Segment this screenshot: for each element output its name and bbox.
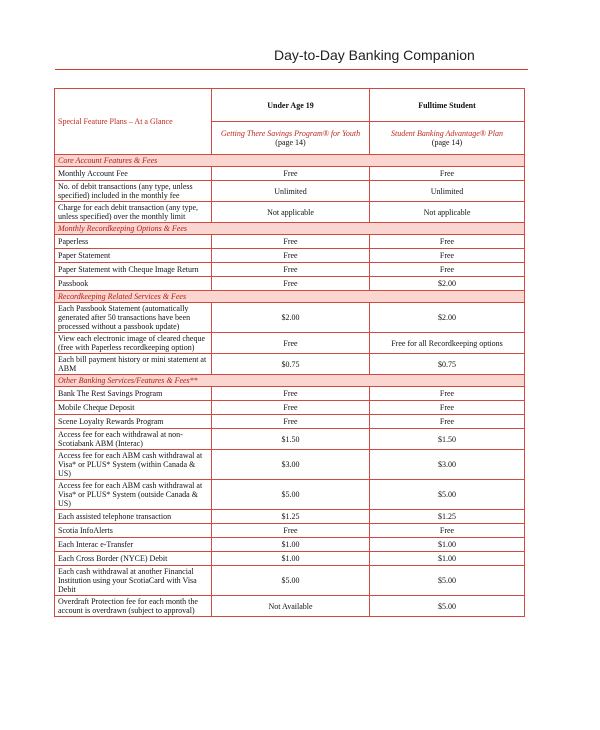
- fulltime-student-value: Free: [370, 401, 525, 415]
- fulltime-student-value: $3.00: [370, 450, 525, 480]
- under-19-value: $5.00: [212, 480, 370, 510]
- under-19-value: Free: [212, 415, 370, 429]
- fulltime-student-value: Unlimited: [370, 181, 525, 202]
- table-row: [55, 566, 525, 596]
- fulltime-student-value: $0.75: [370, 354, 525, 375]
- table-row: [55, 552, 525, 566]
- table-row: [55, 277, 525, 291]
- under-19-value: $1.25: [212, 510, 370, 524]
- under-19-value: $1.50: [212, 429, 370, 450]
- section-row: [55, 155, 525, 167]
- fulltime-student-value: Free: [370, 249, 525, 263]
- section-title: Core Account Features & Fees: [55, 155, 525, 167]
- fulltime-student-value: $1.25: [370, 510, 525, 524]
- under-19-value: $5.00: [212, 566, 370, 596]
- table-row: [55, 401, 525, 415]
- table-row: [55, 202, 525, 223]
- fulltime-student-value: $1.50: [370, 429, 525, 450]
- table-row: [55, 415, 525, 429]
- under-19-value: Not applicable: [212, 202, 370, 223]
- under-19-value: Free: [212, 277, 370, 291]
- section-row: [55, 375, 525, 387]
- fulltime-student-value: $1.00: [370, 552, 525, 566]
- under-19-value: Free: [212, 387, 370, 401]
- row-label: Each cash withdrawal at another Financial Institution using your ScotiaCard with Visa Debit: [55, 566, 212, 596]
- document-title: Day-to-Day Banking Companion: [274, 47, 475, 63]
- section-row: [55, 223, 525, 235]
- table-row: [55, 387, 525, 401]
- table-row: [55, 354, 525, 375]
- under-19-value: Free: [212, 167, 370, 181]
- row-label: View each electronic image of cleared cheque (free with Paperless recordkeeping option): [55, 333, 212, 354]
- under-19-value: $1.00: [212, 552, 370, 566]
- fulltime-student-value: Free: [370, 415, 525, 429]
- row-label: Access fee for each ABM cash withdrawal at Visa* or PLUS* System (within Canada & US): [55, 450, 212, 480]
- table-row: [55, 333, 525, 354]
- program-cell-under-19: [212, 122, 370, 155]
- table-row: [55, 181, 525, 202]
- row-label: Access fee for each withdrawal at non-Scotiabank ABM (Interac): [55, 429, 212, 450]
- row-label: Bank The Rest Savings Program: [55, 387, 212, 401]
- fulltime-student-value: Not applicable: [370, 202, 525, 223]
- fulltime-student-value: $5.00: [370, 596, 525, 617]
- column-heading-fulltime-student: Fulltime Student: [370, 89, 525, 122]
- table-row: [55, 263, 525, 277]
- row-label: Overdraft Protection fee for each month the account is overdrawn (subject to approval): [55, 596, 212, 617]
- table-row: [55, 480, 525, 510]
- table-row: [55, 524, 525, 538]
- under-19-value: Free: [212, 249, 370, 263]
- program-name-under-19: Getting There Savings Program® for Youth: [220, 129, 361, 138]
- fulltime-student-value: $2.00: [370, 303, 525, 333]
- program-cell-fulltime-student: [370, 122, 525, 155]
- row-label: Scotia InfoAlerts: [55, 524, 212, 538]
- under-19-value: Free: [212, 263, 370, 277]
- fulltime-student-value: Free: [370, 263, 525, 277]
- row-label: Monthly Account Fee: [55, 167, 212, 181]
- row-label: Scene Loyalty Rewards Program: [55, 415, 212, 429]
- table-row: [55, 235, 525, 249]
- section-title: Recordkeeping Related Services & Fees: [55, 291, 525, 303]
- document-header: [0, 0, 600, 70]
- table-row: [55, 450, 525, 480]
- row-label: No. of debit transactions (any type, unless specified) included in the monthly fee: [55, 181, 212, 202]
- row-label: Each Cross Border (NYCE) Debit: [55, 552, 212, 566]
- fee-table-body: [55, 89, 525, 617]
- program-page-fulltime-student: (page 14): [431, 138, 463, 147]
- under-19-value: Free: [212, 401, 370, 415]
- fulltime-student-value: Free: [370, 167, 525, 181]
- row-label: Paper Statement: [55, 249, 212, 263]
- under-19-value: Not Available: [212, 596, 370, 617]
- row-label: Each assisted telephone transaction: [55, 510, 212, 524]
- fulltime-student-value: Free: [370, 387, 525, 401]
- under-19-value: $0.75: [212, 354, 370, 375]
- under-19-value: Free: [212, 333, 370, 354]
- section-title: Other Banking Services/Features & Fees**: [55, 375, 525, 387]
- fulltime-student-value: Free: [370, 524, 525, 538]
- fulltime-student-value: $2.00: [370, 277, 525, 291]
- under-19-value: Free: [212, 524, 370, 538]
- column-heading-under-19: Under Age 19: [212, 89, 370, 122]
- fulltime-student-value: Free for all Recordkeeping options: [370, 333, 525, 354]
- program-name-fulltime-student: Student Banking Advantage® Plan: [391, 129, 503, 138]
- table-row: [55, 538, 525, 552]
- section-title: Monthly Recordkeeping Options & Fees: [55, 223, 525, 235]
- table-row: [55, 510, 525, 524]
- under-19-value: $3.00: [212, 450, 370, 480]
- row-label: Paperless: [55, 235, 212, 249]
- fulltime-student-value: Free: [370, 235, 525, 249]
- row-label: Each Passbook Statement (automatically generated after 50 transactions have been processed without a passbook update): [55, 303, 212, 333]
- table-row: [55, 429, 525, 450]
- row-label: Access fee for each ABM cash withdrawal at Visa* or PLUS* System (outside Canada & US): [55, 480, 212, 510]
- section-row: [55, 291, 525, 303]
- table-row: [55, 167, 525, 181]
- row-label: Passbook: [55, 277, 212, 291]
- under-19-value: $2.00: [212, 303, 370, 333]
- program-page-under-19: (page 14): [275, 138, 306, 147]
- table-row: [55, 303, 525, 333]
- table-row: [55, 249, 525, 263]
- plan-heading: Special Feature Plans – At a Glance: [55, 89, 212, 155]
- header-rule: [55, 69, 528, 70]
- row-label: Charge for each debit transaction (any type, unless specified) over the monthly limit: [55, 202, 212, 223]
- fee-table: [54, 88, 525, 617]
- row-label: Each bill payment history or mini statement at ABM: [55, 354, 212, 375]
- under-19-value: Free: [212, 235, 370, 249]
- fulltime-student-value: $5.00: [370, 566, 525, 596]
- under-19-value: $1.00: [212, 538, 370, 552]
- row-label: Mobile Cheque Deposit: [55, 401, 212, 415]
- row-label: Paper Statement with Cheque Image Return: [55, 263, 212, 277]
- row-label: Each Interac e-Transfer: [55, 538, 212, 552]
- table-row: [55, 596, 525, 617]
- under-19-value: Unlimited: [212, 181, 370, 202]
- fulltime-student-value: $5.00: [370, 480, 525, 510]
- fulltime-student-value: $1.00: [370, 538, 525, 552]
